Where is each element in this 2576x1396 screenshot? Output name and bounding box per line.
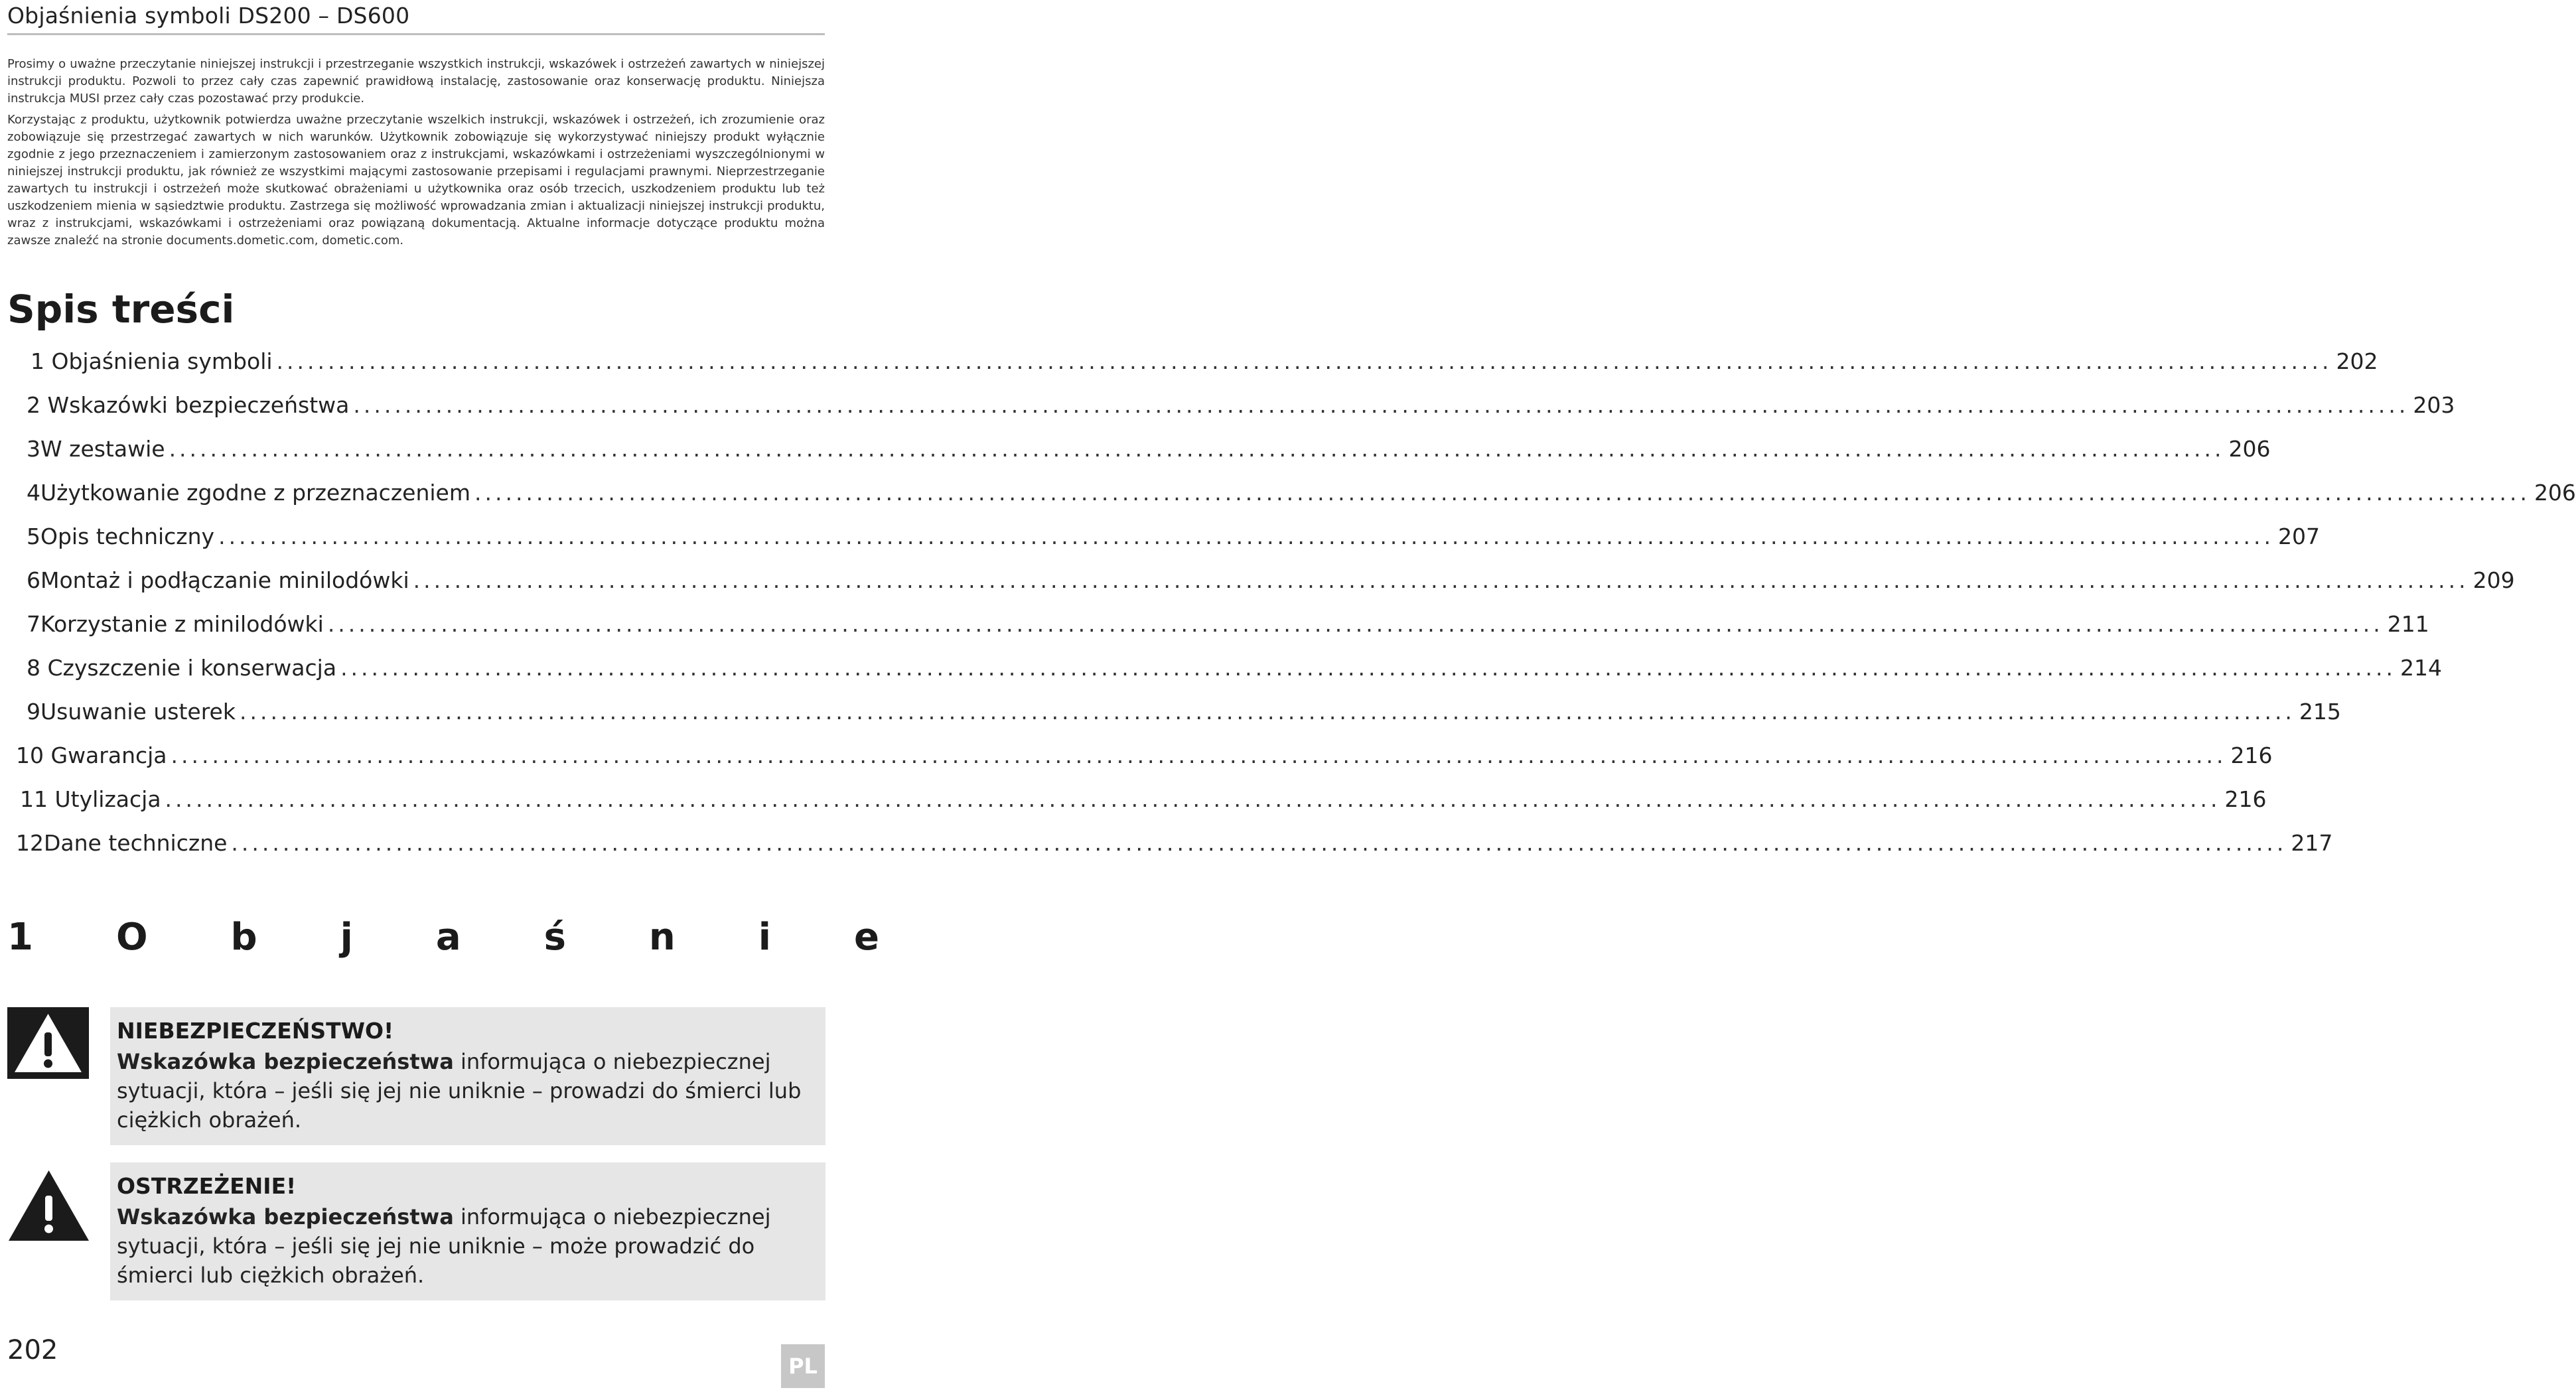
toc-entry-title: Objaśnienia symboli xyxy=(51,348,273,374)
toc-entry[interactable] xyxy=(27,567,2515,600)
toc-entry-number: 7 xyxy=(27,611,40,637)
toc-leader-dots: ........................................................................................................................................................................................................ xyxy=(165,786,2221,812)
toc-entry-page: 202 xyxy=(2336,348,2378,374)
toc-entry-title: Wskazówki bezpieczeństwa xyxy=(47,392,350,418)
toc-entry-title: Gwarancja xyxy=(50,742,167,768)
toc-entry[interactable] xyxy=(16,742,2273,776)
danger-notice xyxy=(110,1007,825,1145)
notice-lead: Wskazówka bezpieczeństwa xyxy=(117,1049,454,1074)
section-heading-char: e xyxy=(853,916,879,959)
toc-entry-number: 3 xyxy=(27,436,40,462)
toc-entry-page: 215 xyxy=(2299,699,2341,725)
notice-body: informująca o niebezpiecznej sytuacji, która – jeśli się jej nie uniknie – może prowadzić do śmierci lub ciężkich obrażeń. xyxy=(117,1204,771,1288)
section-heading-char: a xyxy=(435,916,461,959)
toc-entry-title: Dane techniczne xyxy=(44,830,228,856)
toc-entry[interactable] xyxy=(27,480,2576,513)
toc-entry-page: 207 xyxy=(2278,524,2321,549)
toc-entry-number: 5 xyxy=(27,524,40,549)
section-heading-char: j xyxy=(340,916,353,959)
notice-lead: Wskazówka bezpieczeństwa xyxy=(117,1204,454,1229)
toc-leader-dots: ........................................................................................................................................................................................................ xyxy=(169,436,2225,462)
toc-entry-number: 8 xyxy=(27,655,40,681)
toc-leader-dots: ........................................................................................................................................................................................................ xyxy=(474,480,2530,506)
notice-text xyxy=(117,1202,816,1290)
toc-leader-dots: ........................................................................................................................................................................................................ xyxy=(218,524,2275,549)
toc-entry[interactable] xyxy=(27,655,2443,688)
section-heading xyxy=(7,916,879,959)
warning-triangle-icon xyxy=(7,1169,90,1242)
section-heading-char: ś xyxy=(543,916,566,959)
toc-entry-title: Korzystanie z minilodówki xyxy=(40,611,324,637)
language-badge: PL xyxy=(781,1344,825,1388)
toc-entry[interactable] xyxy=(27,699,2341,732)
toc-entry-title: Montaż i podłączanie minilodówki xyxy=(40,567,409,593)
toc-entry-title: Utylizacja xyxy=(54,786,161,812)
toc-entry-page: 209 xyxy=(2472,567,2515,593)
section-heading-char: 1 xyxy=(7,916,33,959)
toc-entry-number: 2 xyxy=(27,392,40,418)
intro-paragraph-2: Korzystając z produktu, użytkownik potwierdza uważne przeczytanie wszelkich instrukcji, wskazówek i ostrzeżeń, ich zrozumienie oraz zobowiązuje się przestrzegać zawartych w nich warunków. Użytkownik zobowiązuje się wykorzystywać niniejszy produkt wyłącznie zgodnie z jego przeznaczeniem i zamierzonym zastosowaniem oraz z instrukcjami, wskazówkami i ostrzeżeniami wyszczególnionymi w niniejszej instrukcji produktu, jak również ze wszystkimi mającymi zastosowanie przepisami i regulacjami prawnymi. Nieprzestrzeganie zawartych tu instrukcji i ostrzeżeń może skutkować obrażeniami u użytkownika oraz osób trzecich, uszkodzeniem produktu lub też uszkodzeniem mienia w sąsiedztwie produktu. Zastrzega się możliwość wprowadzania zmian i aktualizacji niniejszej instrukcji produktu, wraz z instrukcjami, wskazówkami i ostrzeżeniami oraz powiązaną dokumentacją. Aktualne informacje dotyczące produktu można zawsze znaleźć na stronie documents.dometic.com, dometic.com. xyxy=(7,113,825,247)
toc-leader-dots: ........................................................................................................................................................................................................ xyxy=(231,830,2287,856)
toc-entry-page: 203 xyxy=(2413,392,2455,418)
toc-entry-number: 12 xyxy=(16,830,44,856)
toc-entry[interactable] xyxy=(31,348,2378,382)
toc-heading: Spis treści xyxy=(7,287,235,332)
toc-leader-dots: ........................................................................................................................................................................................................ xyxy=(353,392,2409,418)
toc-entry-page: 216 xyxy=(2224,786,2267,812)
toc-entry[interactable] xyxy=(27,436,2271,469)
toc-entry-title: Usuwanie usterek xyxy=(40,699,236,725)
toc-entry-page: 206 xyxy=(2534,480,2576,506)
notice-title: NIEBEZPIECZEŃSTWO! xyxy=(117,1018,394,1044)
toc-entry-number: 9 xyxy=(27,699,40,725)
toc-entry-page: 216 xyxy=(2230,742,2273,768)
toc-entry-page: 217 xyxy=(2291,830,2333,856)
toc-leader-dots: ........................................................................................................................................................................................................ xyxy=(413,567,2469,593)
toc-entry-page: 211 xyxy=(2387,611,2429,637)
section-heading-char: b xyxy=(230,916,257,959)
intro-paragraph-1: Prosimy o uważne przeczytanie niniejszej instrukcji i przestrzeganie wszystkich instrukcji, wskazówek i ostrzeżeń zawartych w niniejszej instrukcji produktu. Pozwoli to przez cały czas zapewnić prawidłową instalację, zastosowanie oraz konserwację produktu. Niniejsza instrukcja MUSI przez cały czas pozostawać przy produkcie. xyxy=(7,57,825,105)
section-heading-char: n xyxy=(648,916,676,959)
toc-entry[interactable] xyxy=(27,611,2429,644)
notice-text xyxy=(117,1047,816,1135)
page-header-title: Objaśnienia symboli DS200 – DS600 xyxy=(7,3,410,29)
toc-entry-number: 4 xyxy=(27,480,40,506)
toc-entry[interactable] xyxy=(27,392,2455,425)
toc-leader-dots: ........................................................................................................................................................................................................ xyxy=(340,655,2397,681)
toc-leader-dots: ........................................................................................................................................................................................................ xyxy=(171,742,2227,768)
header-divider xyxy=(7,33,825,35)
toc-entry-title: Opis techniczny xyxy=(40,524,215,549)
toc-entry[interactable] xyxy=(20,786,2267,819)
danger-warning-icon xyxy=(7,1007,89,1079)
toc-entry-title: Użytkowanie zgodne z przeznaczeniem xyxy=(40,480,470,506)
toc-entry-number: 1 xyxy=(31,348,44,374)
warning-notice xyxy=(110,1162,825,1300)
page-number: 202 xyxy=(7,1335,58,1365)
toc-entry-page: 214 xyxy=(2400,655,2443,681)
toc-entry-page: 206 xyxy=(2228,436,2271,462)
toc-leader-dots: ........................................................................................................................................................................................................ xyxy=(239,699,2295,725)
toc-entry[interactable] xyxy=(27,524,2321,557)
toc-entry-number: 6 xyxy=(27,567,40,593)
toc-leader-dots: ........................................................................................................................................................................................................ xyxy=(276,348,2332,374)
toc-entry-title: Czyszczenie i konserwacja xyxy=(47,655,337,681)
toc-entry-title: W zestawie xyxy=(40,436,165,462)
toc-leader-dots: ........................................................................................................................................................................................................ xyxy=(327,611,2384,637)
toc-entry[interactable] xyxy=(16,830,2333,863)
section-heading-char: O xyxy=(115,916,148,959)
toc-entry-number: 10 xyxy=(16,742,44,768)
notice-title: OSTRZEŻENIE! xyxy=(117,1173,297,1199)
section-heading-char: i xyxy=(758,916,771,959)
notice-body: informująca o niebezpiecznej sytuacji, która – jeśli się jej nie uniknie – prowadzi do śmierci lub ciężkich obrażeń. xyxy=(117,1049,802,1133)
toc-entry-number: 11 xyxy=(20,786,48,812)
